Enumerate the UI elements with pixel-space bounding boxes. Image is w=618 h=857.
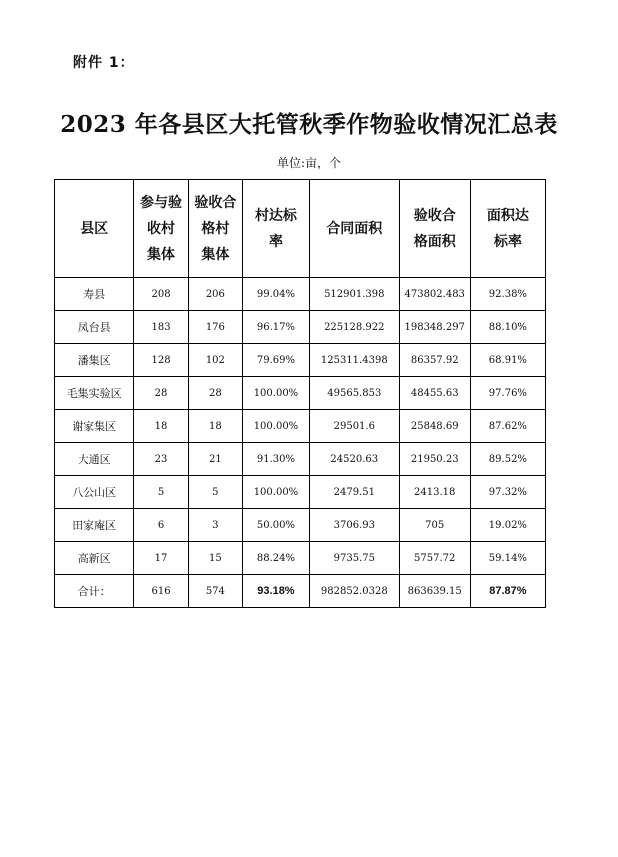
qualified-villages-cell: 28 <box>188 377 242 410</box>
participating-villages-cell: 6 <box>134 509 188 542</box>
summary-table <box>54 179 546 608</box>
header-line: 收村 <box>147 220 176 237</box>
contract-area-cell: 9735.75 <box>309 542 399 575</box>
table-row <box>55 344 546 377</box>
header-line: 率 <box>268 233 283 250</box>
area-rate-cell: 59.14% <box>470 542 545 575</box>
county-cell: 凤台县 <box>55 311 134 344</box>
header-line: 参与验 <box>140 194 183 211</box>
participating-villages-cell: 17 <box>134 542 188 575</box>
attachment-label: 附件 1： <box>73 55 135 71</box>
county-cell: 寿县 <box>55 278 134 311</box>
table-row <box>55 542 546 575</box>
contract-area-cell: 49565.853 <box>309 377 399 410</box>
total-qualified-villages-cell: 574 <box>188 575 242 608</box>
contract-area-cell: 2479.51 <box>309 476 399 509</box>
qualified-area-cell: 705 <box>399 509 470 542</box>
total-qualified-area-cell: 863639.15 <box>399 575 470 608</box>
area-rate-cell: 68.91% <box>470 344 545 377</box>
participating-villages-cell: 5 <box>134 476 188 509</box>
county-cell: 高新区 <box>55 542 134 575</box>
header-qualified-villages <box>188 180 242 278</box>
header-area-rate <box>470 180 545 278</box>
total-area-rate-cell: 87.87% <box>470 575 545 608</box>
county-cell: 八公山区 <box>55 476 134 509</box>
contract-area-cell: 225128.922 <box>309 311 399 344</box>
header-village-rate <box>243 180 310 278</box>
village-rate-cell: 100.00% <box>243 377 310 410</box>
village-rate-cell: 99.04% <box>243 278 310 311</box>
unit-note: 单位:亩，个 <box>276 156 342 170</box>
participating-villages-cell: 208 <box>134 278 188 311</box>
village-rate-cell: 88.24% <box>243 542 310 575</box>
area-rate-cell: 97.32% <box>470 476 545 509</box>
header-line: 标率 <box>493 233 522 250</box>
header-row <box>55 180 546 278</box>
total-participating-villages-cell: 616 <box>134 575 188 608</box>
qualified-villages-cell: 176 <box>188 311 242 344</box>
qualified-area-cell: 48455.63 <box>399 377 470 410</box>
area-rate-cell: 89.52% <box>470 443 545 476</box>
header-county <box>55 180 134 278</box>
table-row <box>55 476 546 509</box>
document-title: 2023 年各县区大托管秋季作物验收情况汇总表 <box>60 111 558 138</box>
qualified-villages-cell: 3 <box>188 509 242 542</box>
contract-area-cell: 125311.4398 <box>309 344 399 377</box>
area-rate-cell: 88.10% <box>470 311 545 344</box>
area-rate-cell: 97.76% <box>470 377 545 410</box>
village-rate-cell: 50.00% <box>243 509 310 542</box>
header-line: 格村 <box>201 220 230 237</box>
participating-villages-cell: 18 <box>134 410 188 443</box>
participating-villages-cell: 183 <box>134 311 188 344</box>
county-cell: 田家庵区 <box>55 509 134 542</box>
qualified-villages-cell: 102 <box>188 344 242 377</box>
qualified-area-cell: 25848.69 <box>399 410 470 443</box>
total-village-rate-cell: 93.18% <box>243 575 310 608</box>
qualified-villages-cell: 21 <box>188 443 242 476</box>
total-contract-area-cell: 982852.0328 <box>309 575 399 608</box>
header-line: 集体 <box>201 246 230 263</box>
county-cell: 大通区 <box>55 443 134 476</box>
total-label-cell: 合计： <box>55 575 134 608</box>
header-qualified-area <box>399 180 470 278</box>
header-county-line: 县区 <box>80 220 109 237</box>
header-line: 格面积 <box>413 233 456 250</box>
qualified-area-cell: 21950.23 <box>399 443 470 476</box>
qualified-area-cell: 473802.483 <box>399 278 470 311</box>
header-line: 验收合 <box>413 207 456 224</box>
village-rate-cell: 79.69% <box>243 344 310 377</box>
contract-area-cell: 29501.6 <box>309 410 399 443</box>
village-rate-cell: 91.30% <box>243 443 310 476</box>
qualified-area-cell: 198348.297 <box>399 311 470 344</box>
village-rate-cell: 100.00% <box>243 410 310 443</box>
area-rate-cell: 92.38% <box>470 278 545 311</box>
header-contract-area <box>309 180 399 278</box>
area-rate-cell: 87.62% <box>470 410 545 443</box>
header-line: 面积达 <box>486 207 529 224</box>
qualified-villages-cell: 5 <box>188 476 242 509</box>
participating-villages-cell: 28 <box>134 377 188 410</box>
total-row <box>55 575 546 608</box>
participating-villages-cell: 128 <box>134 344 188 377</box>
table-row <box>55 509 546 542</box>
header-line: 合同面积 <box>326 220 383 237</box>
village-rate-cell: 96.17% <box>243 311 310 344</box>
table-row <box>55 443 546 476</box>
header-line: 集体 <box>147 246 176 263</box>
contract-area-cell: 512901.398 <box>309 278 399 311</box>
county-cell: 潘集区 <box>55 344 134 377</box>
participating-villages-cell: 23 <box>134 443 188 476</box>
area-rate-cell: 19.02% <box>470 509 545 542</box>
table-row <box>55 410 546 443</box>
village-rate-cell: 100.00% <box>243 476 310 509</box>
county-cell: 谢家集区 <box>55 410 134 443</box>
table-row <box>55 278 546 311</box>
contract-area-cell: 24520.63 <box>309 443 399 476</box>
qualified-villages-cell: 18 <box>188 410 242 443</box>
qualified-villages-cell: 15 <box>188 542 242 575</box>
table-row <box>55 311 546 344</box>
contract-area-cell: 3706.93 <box>309 509 399 542</box>
header-line: 村达标 <box>254 207 297 224</box>
header-line: 验收合 <box>194 194 237 211</box>
qualified-area-cell: 5757.72 <box>399 542 470 575</box>
qualified-area-cell: 2413.18 <box>399 476 470 509</box>
qualified-area-cell: 86357.92 <box>399 344 470 377</box>
county-cell: 毛集实验区 <box>55 377 134 410</box>
qualified-villages-cell: 206 <box>188 278 242 311</box>
header-participating-villages <box>134 180 188 278</box>
table-row <box>55 377 546 410</box>
